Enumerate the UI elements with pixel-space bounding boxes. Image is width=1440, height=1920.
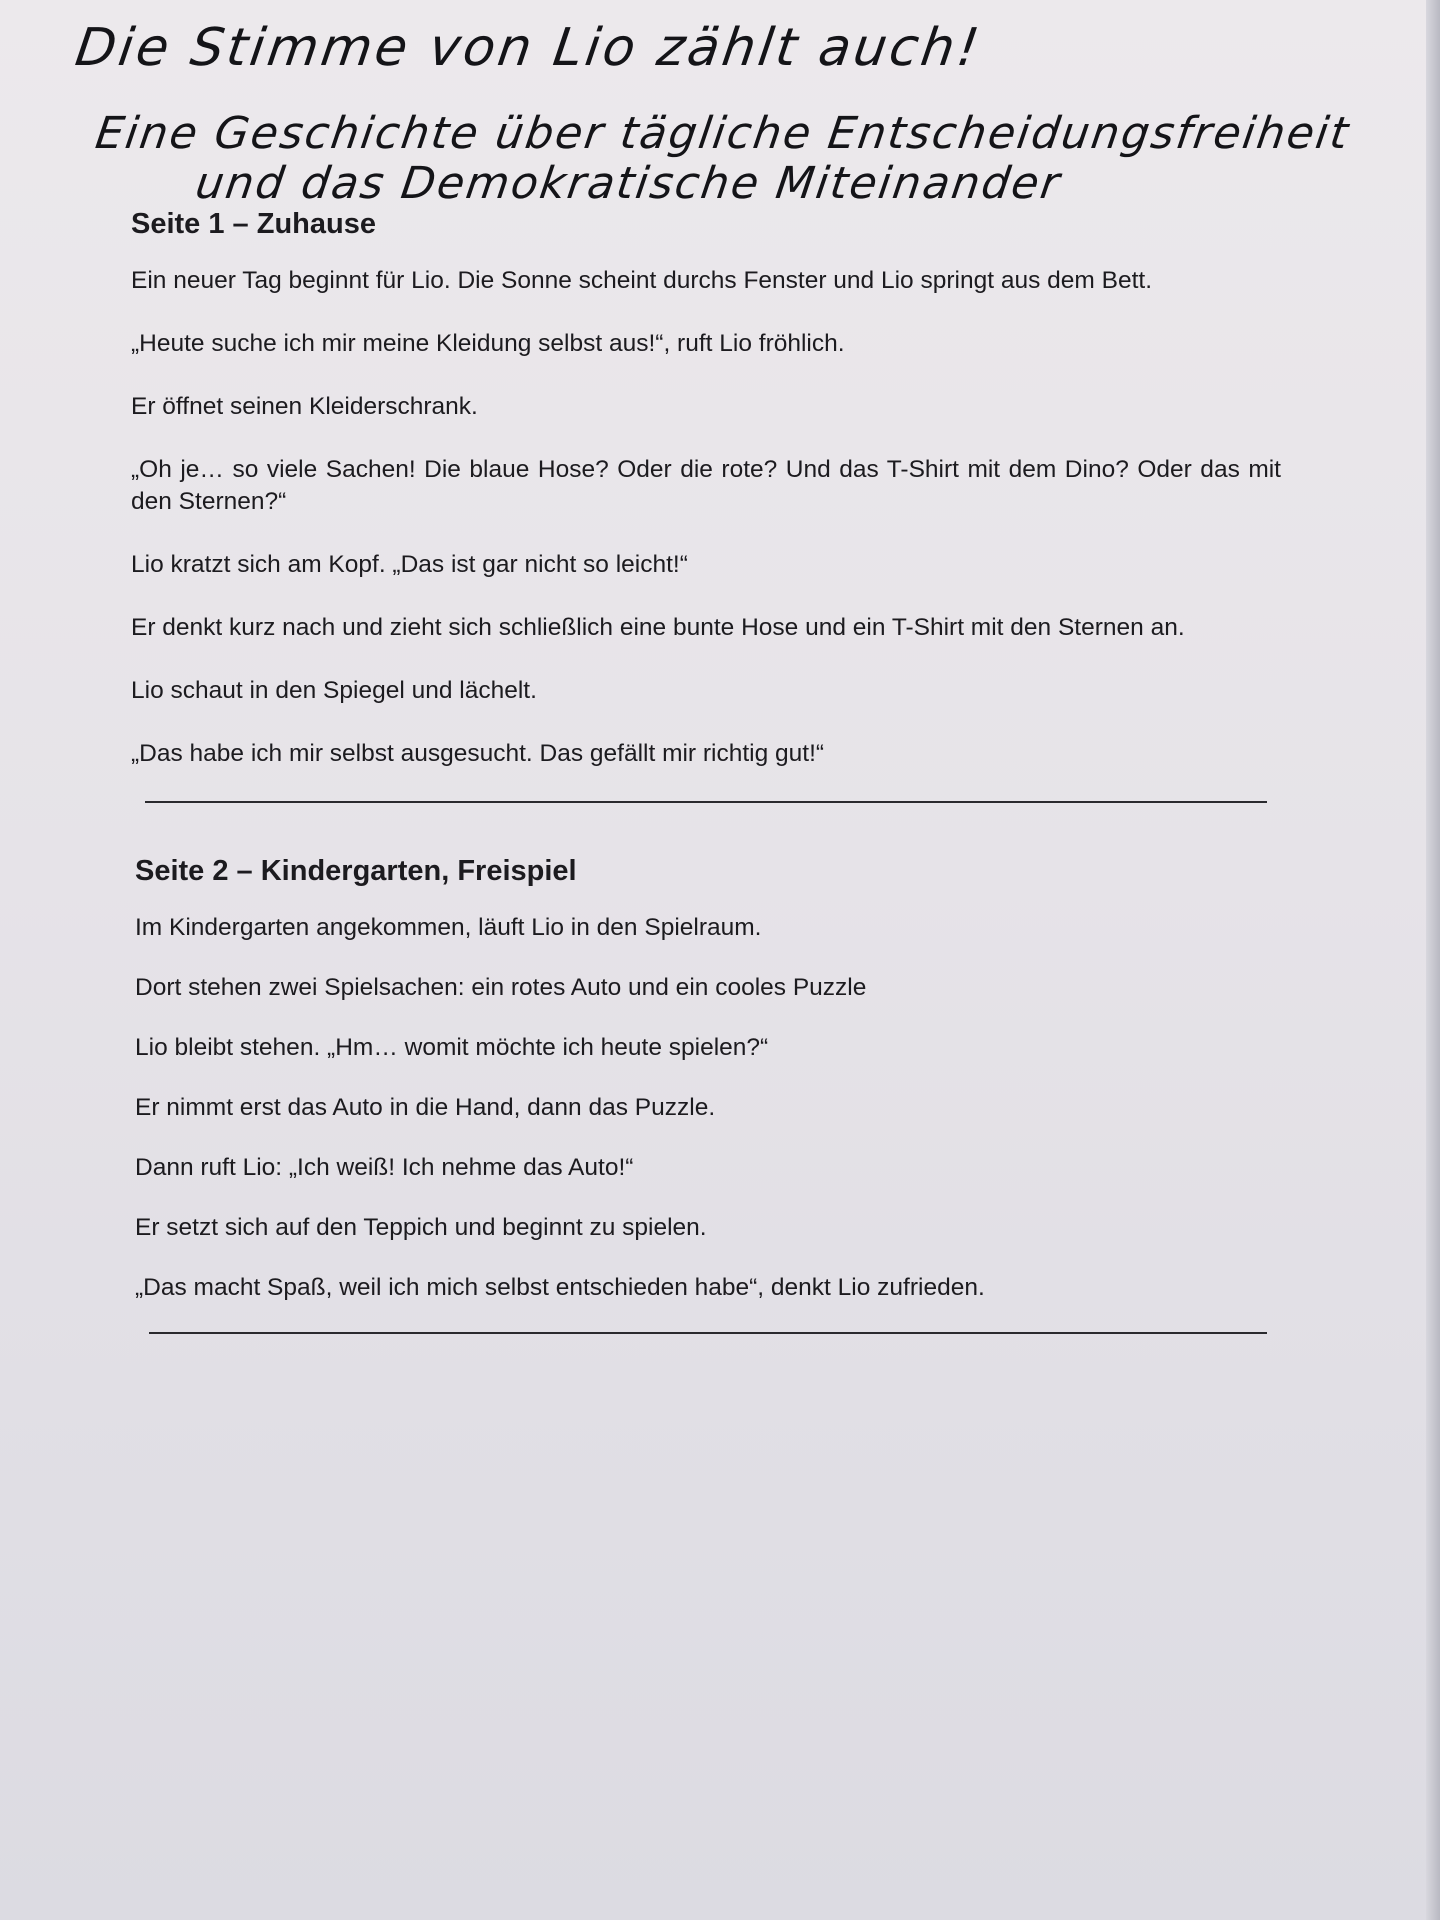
paragraph: Dann ruft Lio: „Ich weiß! Ich nehme das Auto!“: [135, 1154, 634, 1181]
handwritten-subtitle-line-1: Eine Geschichte über tägliche Entscheidungsfreiheit: [92, 108, 1354, 159]
section-page-1: [131, 208, 1281, 803]
section-page-2: [135, 855, 1281, 1334]
document-body: [131, 208, 1281, 1334]
handwritten-subtitle-line-2: und das Demokratische Miteinander: [192, 158, 1065, 209]
paragraph: Dort stehen zwei Spielsachen: ein rotes Auto und ein cooles Puzzle: [135, 974, 867, 1001]
page-edge: [1426, 0, 1440, 1920]
paragraph: Er öffnet seinen Kleiderschrank.: [131, 393, 478, 420]
paragraph: Im Kindergarten angekommen, läuft Lio in den Spielraum.: [135, 914, 762, 941]
paragraph: Er setzt sich auf den Teppich und beginnt zu spielen.: [135, 1214, 707, 1241]
paragraph: Lio schaut in den Spiegel und lächelt.: [131, 677, 537, 704]
paragraph: Lio kratzt sich am Kopf. „Das ist gar nicht so leicht!“: [131, 551, 688, 578]
paragraph: „Das habe ich mir selbst ausgesucht. Das gefällt mir richtig gut!“: [131, 740, 825, 767]
handwritten-title: Die Stimme von Lio zählt auch!: [71, 18, 986, 78]
paragraph: Lio bleibt stehen. „Hm… womit möchte ich heute spielen?“: [135, 1034, 769, 1061]
paragraph: „Heute suche ich mir meine Kleidung selbst aus!“, ruft Lio fröhlich.: [131, 330, 845, 357]
section-heading: Seite 2 – Kindergarten, Freispiel: [135, 855, 577, 887]
paragraph: Er denkt kurz nach und zieht sich schließlich eine bunte Hose und ein T-Shirt mit den Sternen an.: [131, 614, 1185, 641]
section-heading: Seite 1 – Zuhause: [131, 208, 376, 240]
section-divider: [145, 801, 1267, 803]
paragraph: Ein neuer Tag beginnt für Lio. Die Sonne scheint durchs Fenster und Lio springt aus dem Bett.: [131, 267, 1152, 294]
section-divider: [149, 1332, 1267, 1334]
paragraph: Er nimmt erst das Auto in die Hand, dann das Puzzle.: [135, 1094, 716, 1121]
paragraph: „Das macht Spaß, weil ich mich selbst entschieden habe“, denkt Lio zufrieden.: [135, 1274, 985, 1301]
paragraph: „Oh je… so viele Sachen! Die blaue Hose? Oder die rote? Und das T-Shirt mit dem Dino? Oder das mit den Sternen?“: [131, 456, 1281, 515]
